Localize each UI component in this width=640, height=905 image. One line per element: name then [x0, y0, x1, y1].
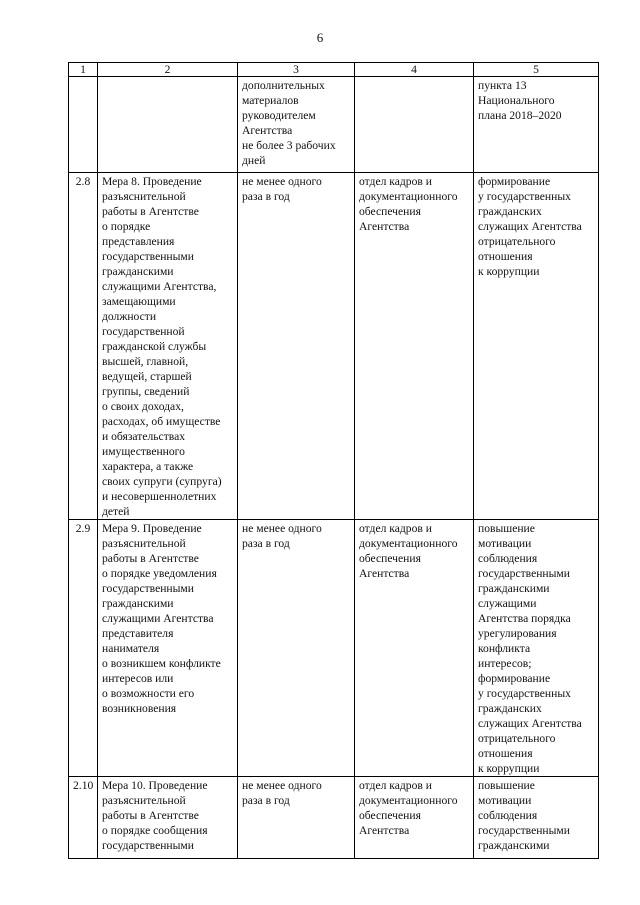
row-number-cell: 2.9	[69, 520, 98, 777]
column-header: 2	[98, 63, 238, 77]
period-cell: не менее одного раза в год	[238, 173, 355, 520]
measures-table	[68, 62, 599, 859]
result-cell: повышение мотивации соблюдения государственными гражданскими	[474, 777, 599, 859]
result-cell: повышение мотивации соблюдения государственными гражданскими служащими Агентства порядка урегулирования конфликта интересов; формирование у государственных гражданских служащих Агентства отрицательного отношения к коррупции	[474, 520, 599, 777]
responsible-cell: отдел кадров и документационного обеспечения Агентства	[355, 777, 474, 859]
result-cell: пункта 13 Национального плана 2018–2020	[474, 77, 599, 173]
responsible-cell: отдел кадров и документационного обеспечения Агентства	[355, 520, 474, 777]
table-row	[69, 173, 599, 520]
measure-cell: Мера 10. Проведение разъяснительной работы в Агентстве о порядке сообщения государственными	[98, 777, 238, 859]
page-number: 6	[316, 30, 324, 45]
table-header-row	[69, 63, 599, 77]
row-number-cell: 2.8	[69, 173, 98, 520]
measure-cell	[98, 77, 238, 173]
responsible-cell	[355, 77, 474, 173]
period-cell: дополнительных материалов руководителем Агентства не более 3 рабочих дней	[238, 77, 355, 173]
measure-cell: Мера 8. Проведение разъяснительной работы в Агентстве о порядке представления государственными гражданскими служащими Агентства, замещающими должности государственной гражданской службы высшей, главной, ведущей, старшей группы, сведений о своих доходах, расходах, об имуществе и обязательствах имущественного характера, а также своих супруги (супруга) и несовершеннолетних детей	[98, 173, 238, 520]
period-cell: не менее одного раза в год	[238, 777, 355, 859]
table-row	[69, 777, 599, 859]
column-header: 3	[238, 63, 355, 77]
responsible-cell: отдел кадров и документационного обеспечения Агентства	[355, 173, 474, 520]
period-cell: не менее одного раза в год	[238, 520, 355, 777]
column-header: 1	[69, 63, 98, 77]
row-number-cell	[69, 77, 98, 173]
measure-cell: Мера 9. Проведение разъяснительной работы в Агентстве о порядке уведомления государственными гражданскими служащими Агентства представителя нанимателя о возникшем конфликте интересов или о возможности его возникновения	[98, 520, 238, 777]
table-row	[69, 77, 599, 173]
column-header: 5	[474, 63, 599, 77]
column-header: 4	[355, 63, 474, 77]
table-row	[69, 520, 599, 777]
result-cell: формирование у государственных гражданских служащих Агентства отрицательного отношения к коррупции	[474, 173, 599, 520]
row-number-cell: 2.10	[69, 777, 98, 859]
